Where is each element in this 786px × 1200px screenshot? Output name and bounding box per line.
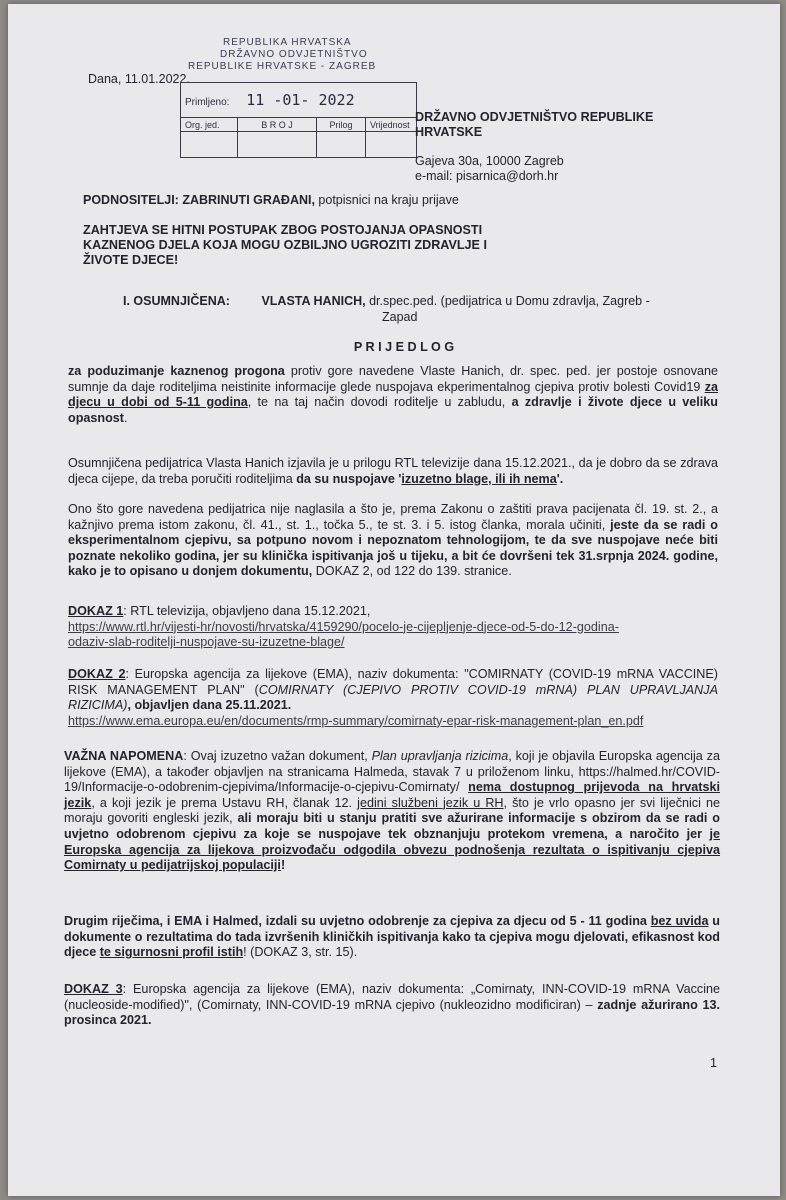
dokaz-2-body: : Europska agencija za lijekove (EMA), naziv dokumenta: "COMIRNATY (COVID-19 mRNA VACCINE) RISK MANAGEMENT PLAN" (: [68, 667, 718, 697]
registry-table: [180, 82, 417, 158]
submitters-rest: potpisnici na kraju prijave: [314, 193, 459, 207]
p2-body: Osumnjičena pedijatrica Vlasta Hanich izjavila je u prilogu RTL televizije dana 15.12.2021., da je dobro da se zdrava djeca cijepe, da treba poručiti roditeljima: [68, 456, 718, 486]
stamp-line-1: REPUBLIKA HRVATSKA: [223, 37, 352, 48]
p1-danger: a zdravlje i živote djece u veliku opasnost: [68, 395, 719, 425]
dokaz-3: [64, 982, 720, 1029]
submitters-label: PODNOSITELJI: ZABRINUTI GRAĐANI,: [83, 193, 315, 207]
col-prilog: Prilog: [317, 118, 366, 132]
dokaz-1-link-1[interactable]: https://www.rtl.hr/vijesti-hr/novosti/hrvatska/4159290/pocelo-je-cijepljenje-djece-od-5-do-12-godina-: [68, 619, 619, 634]
col-vrijednost: Vrijednost: [366, 118, 417, 132]
p2-quote: izuzetno blage, ili ih nema: [401, 471, 557, 486]
note-g: , što je vrlo opasno jer svi liječnici ne moraju govoriti engleski jezik,: [64, 795, 720, 826]
note-e: , a koji jezik je prema Ustavu RH, članak 12.: [91, 795, 358, 810]
note-postponed: je Europska agencija za lijekova proizvođaču odgodila obvezu podnošenja rezultata o ispitivanju cjepiva Comirnaty u pedijatrijskoj populaciji: [64, 826, 720, 873]
p3-body: Ono što gore navedena pedijatrica nije naglasila a što je, prema Zakonu o zaštiti prava pacijenata čl. 19. st. 2., a kažnjivo prema istom zakonu, čl. 41., st. 1., točka 5., te st. 3. i 5. istog članka, morala učiniti,: [68, 502, 718, 532]
stamp-line-2: DRŽAVNO ODVJETNIŠTVO: [220, 49, 368, 60]
p1-body: protiv gore navedene Vlaste Hanich, dr. spec. ped. jer postoje osnovane sumnje da daje roditeljima neistinite informacije glede nuspojava ekperimentalnog cjepiva protiv bolesti Covid19: [68, 364, 718, 394]
registry-stamp: [180, 82, 417, 158]
stamp-line-3: REPUBLIKE HRVATSKE - ZAGREB: [188, 61, 377, 72]
suspect-name: VLASTA HANICH,: [261, 294, 366, 308]
dokaz-1: [68, 604, 728, 651]
note-label: VAŽNA NAPOMENA: [64, 749, 184, 763]
dokaz-2-label: DOKAZ 2: [68, 667, 126, 681]
dokaz-1-link-2[interactable]: odaziv-slab-roditelji-nuspojave-su-izuzetne-blage/: [68, 635, 345, 650]
p1-cont: , te na taj način dovodi roditelje u zabludu,: [247, 395, 512, 410]
p2-bold: da su nuspojave ': [296, 471, 402, 486]
suspect-label: I. OSUMNJIČENA:: [123, 294, 230, 308]
dokaz-2-translation: COMIRNATY (CJEPIVO PROTIV COVID-19 mRNA) PLAN UPRAVLJANJA RIZICIMA): [68, 682, 718, 713]
p2-end: '.: [556, 471, 564, 486]
p3-end: DOKAZ 2, od 122 do 139. stranice.: [312, 564, 512, 579]
document-heading: P R I J E D L O G: [353, 340, 455, 354]
p4-no-insight: bez uvida: [650, 914, 709, 928]
addressee-street: Gajeva 30a, 10000 Zagreb: [415, 154, 564, 168]
paragraph-2: [68, 456, 718, 487]
suspect-line: [123, 294, 650, 308]
dokaz-2-link[interactable]: https://www.ema.europa.eu/en/documents/rmp-summary/comirnaty-epar-risk-management-plan_en.pdf: [68, 713, 644, 728]
urgent-request: [83, 223, 487, 268]
addressee-email: e-mail: pisarnica@dorh.hr: [415, 169, 559, 183]
dokaz-2: [68, 667, 718, 729]
p3-bold: jeste da se radi o eksperimentalnom cjepivu, sa potpuno novom i nepoznatom tehnologijom, te da sve nuspojave neće biti poznate nekoliko godina, jer su klinička ispitivanja još u tijeku, a bit će dovršeni tek 31.srpnja 2024. godine, kako je to opisano u donjem dokumentu,: [68, 517, 718, 579]
note-no-translation: nema dostupnog prijevoda na hrvatski jezik: [64, 780, 720, 810]
dokaz-1-label: DOKAZ 1: [68, 604, 124, 618]
p4-safety: te sigurnosni profil istih: [99, 945, 244, 960]
dokaz-3-date: zadnje ažurirano 13. prosinca 2021.: [64, 997, 720, 1028]
col-org: Org. jed.: [181, 118, 238, 132]
important-note: [64, 749, 720, 874]
col-broj: B R O J: [238, 118, 317, 132]
date-line: Dana, 11.01.2022.: [88, 72, 190, 86]
suspect-desc-2: Zapad: [382, 310, 418, 324]
suspect-desc-1: dr.spec.ped. (pedijatrica u Domu zdravlja, Zagreb -: [365, 294, 650, 308]
p4-lead: Drugim riječima, i EMA i Halmed, izdali su uvjetno odobrenje za cjepiva za djecu od 5 - 11 godina: [64, 914, 651, 928]
p4-end: ! (DOKAZ 3, str. 15).: [243, 945, 358, 960]
p4-body: u dokumente o rezultatima do tada izvršenih kliničkih ispitivanja kako ta cjepiva mogu djelovati, efikasnost kod djece: [64, 914, 720, 960]
p1-lead: za poduzimanje kaznenog progona: [68, 364, 285, 378]
document-page: [8, 4, 780, 1196]
addressee-name-2: HRVATSKE: [415, 125, 483, 139]
urgent-line-1: ZAHTJEVA SE HITNI POSTUPAK ZBOG POSTOJANJA OPASNOSTI: [83, 223, 483, 237]
dokaz-3-body: : Europska agencija za lijekove (EMA), naziv dokumenta: „Comirnaty, INN-COVID-19 mRNA Vaccine (nucleoside-modified)", (Comirnaty, INN-COVID-19 mRNA cjepivo (nukleozidno modificiran) –: [64, 982, 720, 1012]
page-number: 1: [710, 1056, 717, 1070]
note-a: : Ovaj izuzetno važan dokument,: [183, 749, 372, 763]
note-official-language: jedini službeni jezik u RH: [357, 795, 504, 810]
dokaz-2-date: , objavljen dana 25.11.2021.: [127, 698, 292, 713]
dokaz-3-label: DOKAZ 3: [64, 982, 123, 996]
note-c: , koji je objavila Europska agencija za lijekove (EMA), a također objavljen na stranicama Halmeda, stavak 7 u priloženom linku, https://halmed.hr/COVID-19/Informacije-o-odobrenim-cjepivima/Informacije-o-cjepivu-Comirnaty/: [64, 749, 720, 795]
paragraph-4: [64, 914, 720, 961]
received-label: Primljeno:: [185, 97, 230, 108]
submitters-line: [83, 193, 459, 207]
urgent-line-3: ŽIVOTE DJECE!: [83, 253, 179, 267]
note-end: !: [280, 858, 286, 873]
received-date: 11 -01- 2022: [246, 91, 355, 109]
note-title: Plan upravljanja rizicima: [371, 749, 509, 763]
paragraph-3: [68, 502, 718, 580]
dokaz-1-text: : RTL televizija, objavljeno dana 15.12.2021,: [123, 604, 371, 618]
p1-age: za djecu u dobi od 5-11 godina: [68, 379, 718, 410]
paragraph-1: [68, 364, 718, 426]
note-h: ali moraju biti u stanju pratiti sve ažurirane informacije s obzirom da se radi o uvjetno odobrenom cjepivu za koje se nuspojave tek obznanjuju protekom vremena, a naročito jer: [64, 811, 720, 841]
p1-end: .: [123, 410, 128, 425]
urgent-line-2: KAZNENOG DJELA KOJA MOGU OZBILJNO UGROZITI ZDRAVLJE I: [83, 238, 487, 252]
addressee-name-1: DRŽAVNO ODVJETNIŠTVO REPUBLIKE: [415, 110, 654, 124]
